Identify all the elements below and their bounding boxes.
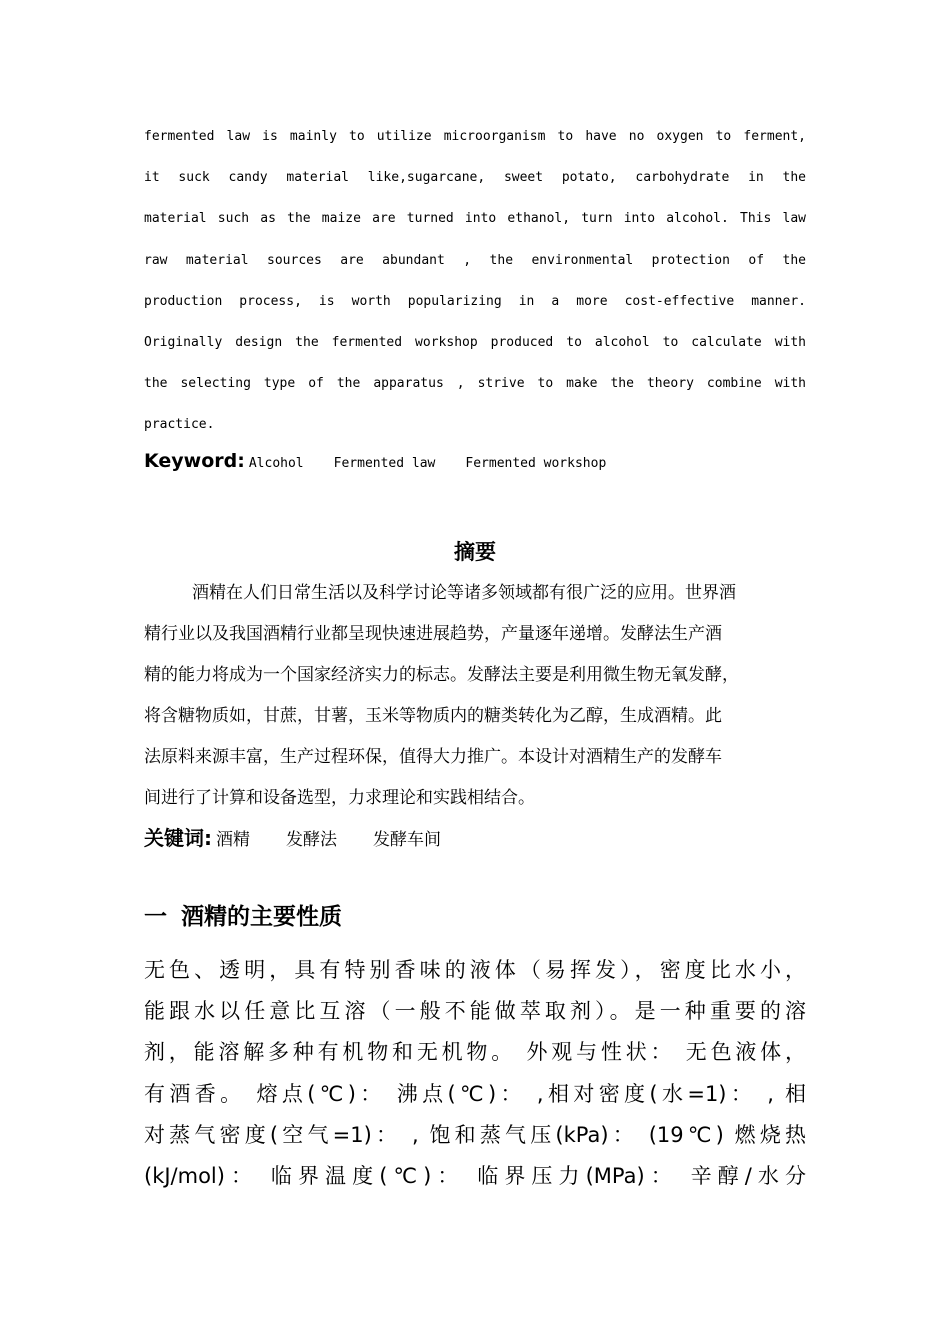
english-keyword: Fermented law bbox=[333, 456, 436, 471]
english-abstract-line: practice. bbox=[144, 417, 215, 433]
chinese-keyword: 酒精 bbox=[216, 830, 250, 850]
chinese-abstract-line: 酒精在人们日常生活以及科学讨论等诸多领域都有很广泛的应用。世界酒 bbox=[192, 583, 736, 603]
section-body-paragraph bbox=[144, 955, 806, 1202]
english-abstract-line: raw material sources are abundant , the environmental protection of the bbox=[144, 252, 806, 268]
chinese-keywords bbox=[144, 822, 441, 851]
english-keyword: Fermented workshop bbox=[465, 456, 607, 471]
section-body-line: 有酒香。 熔点(℃)： 沸点(℃)： ,相对密度(水=1)： , 相 bbox=[144, 1081, 806, 1106]
english-abstract-line: production process, is worth popularizing in a more cost-effective manner. bbox=[144, 293, 806, 309]
english-abstract-line: Originally design the fermented workshop produced to alcohol to calculate with bbox=[144, 334, 806, 350]
section-body-line: 无色、透明，具有特别香味的液体（易挥发），密度比水小， bbox=[144, 958, 806, 982]
english-abstract-line: material such as the maize are turned into ethanol, turn into alcohol. This law bbox=[144, 211, 806, 227]
section-body-line: 剂，能溶解多种有机物和无机物。 外观与性状： 无色液体， bbox=[144, 1040, 806, 1065]
section-number: 一 bbox=[144, 904, 167, 930]
chinese-abstract-line: 法原料来源丰富，生产过程环保，值得大力推广。本设计对酒精生产的发酵车 bbox=[144, 747, 722, 767]
chinese-keyword-label: 关键词: bbox=[144, 826, 212, 850]
chinese-abstract-paragraph bbox=[144, 580, 820, 826]
chinese-keyword: 发酵车间 bbox=[373, 830, 441, 850]
english-abstract-line: fermented law is mainly to utilize microorganism to have no oxygen to ferment, bbox=[144, 129, 806, 144]
section-heading bbox=[144, 898, 342, 931]
english-keyword-label: Keyword: bbox=[144, 450, 245, 472]
english-keywords bbox=[144, 450, 606, 472]
chinese-abstract-title: 摘要 bbox=[454, 540, 496, 564]
section-body-line: (kJ/mol)： 临界温度(℃)： 临界压力(MPa)： 辛醇/水分 bbox=[144, 1163, 806, 1188]
chinese-abstract-line: 间进行了计算和设备选型，力求理论和实践相结合。 bbox=[144, 788, 535, 808]
english-abstract-line: it suck candy material like,sugarcane, sweet potato, carbohydrate in the bbox=[144, 170, 806, 186]
section-title: 酒精的主要性质 bbox=[181, 904, 342, 930]
chinese-abstract-line: 精的能力将成为一个国家经济实力的标志。发酵法主要是利用微生物无氧发酵， bbox=[144, 665, 739, 685]
chinese-keyword: 发酵法 bbox=[286, 830, 337, 850]
section-body-line: 能跟水以任意比互溶（一般不能做萃取剂）。是一种重要的溶 bbox=[144, 999, 806, 1024]
english-abstract-paragraph bbox=[144, 126, 806, 456]
english-keyword: Alcohol bbox=[248, 456, 304, 471]
section-body-line: 对蒸气密度(空气=1)： , 饱和蒸气压(kPa)： (19℃) 燃烧热 bbox=[144, 1122, 806, 1147]
chinese-abstract-line: 将含糖物质如，甘蔗，甘薯，玉米等物质内的糖类转化为乙醇，生成酒精。此 bbox=[144, 706, 722, 726]
english-abstract-line: the selecting type of the apparatus , strive to make the theory combine with bbox=[144, 376, 806, 392]
chinese-abstract-line: 精行业以及我国酒精行业都呈现快速进展趋势，产量逐年递增。发酵法生产酒 bbox=[144, 624, 722, 644]
